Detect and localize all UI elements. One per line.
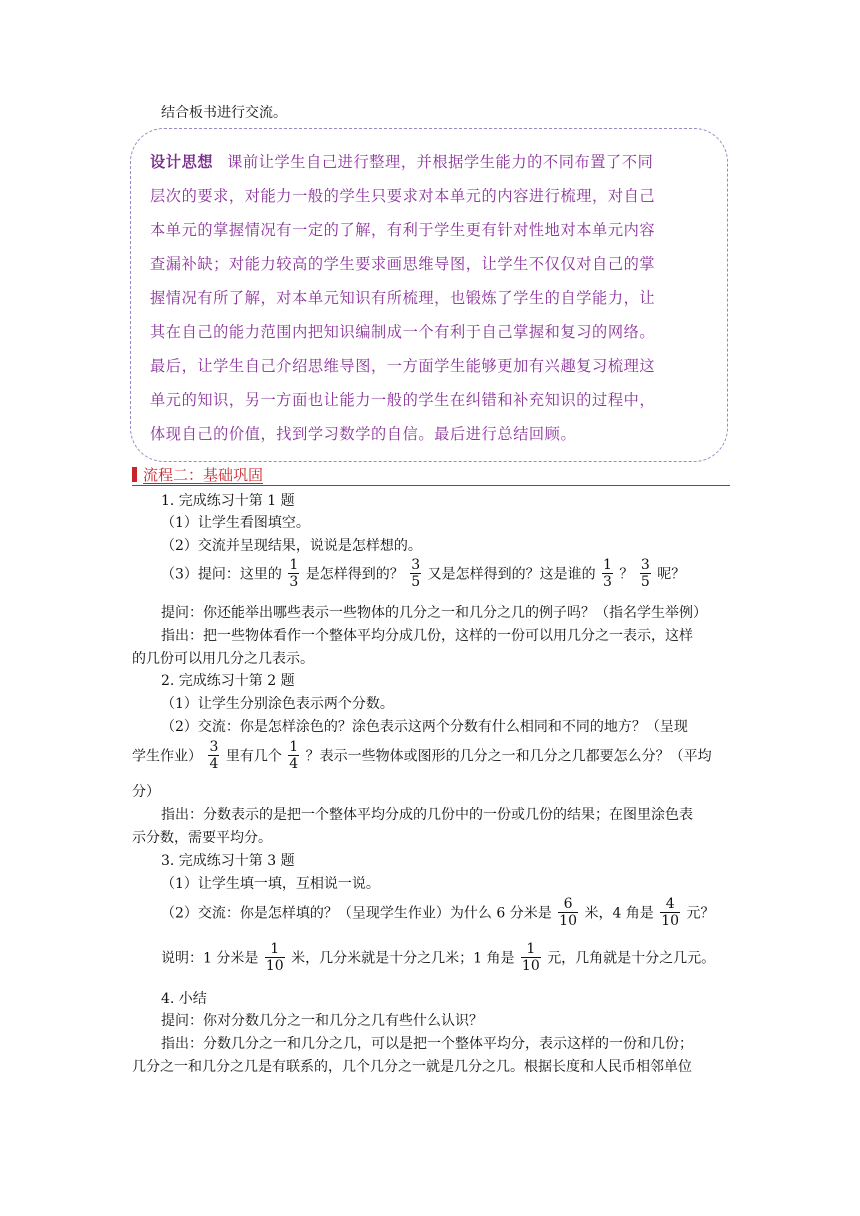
item-1-point-cont: 的几份可以用几分之几表示。 <box>132 651 314 667</box>
design-line-5: 握情况有所了解，对本单元知识有所梳理，也锻炼了学生的自学能力，让 <box>150 289 656 307</box>
design-line-6: 其在自己的能力范围内把知识编制成一个有利于自己掌握和复习的网络。 <box>150 323 656 341</box>
design-line-3: 本单元的掌握情况有一定的了解，有利于学生更有针对性地对本单元内容 <box>150 221 656 239</box>
item-2-step-1: （1）让学生分别涂色表示两个分数。 <box>161 696 394 712</box>
fraction: $\frac{1}{10}$ <box>265 941 284 974</box>
item-1-point: 指出：把一些物体看作一个整体平均分成几份，这样的一份可以用几分之一表示，这样 <box>161 628 693 644</box>
item-2-step-2: （2）交流：你是怎样涂色的？涂色表示这两个分数有什么相同和不同的地方？（呈现 <box>161 719 688 735</box>
fraction: $\frac{4}{10}$ <box>661 896 680 929</box>
item-4-point-cont: 几分之一和几分之几是有联系的，几个几分之一就是几分之几。根据长度和人民币相邻单位 <box>132 1059 692 1075</box>
fraction: $\frac{1}{4}$ <box>289 739 299 772</box>
section-marker <box>132 467 137 482</box>
intro-line: 结合板书进行交流。 <box>161 105 287 121</box>
design-title: 设计思想 <box>150 153 214 171</box>
fraction: $\frac{6}{10}$ <box>559 896 577 929</box>
item-4-title: 4. 小结 <box>161 991 207 1007</box>
item-2-point-cont: 示分数，需要平均分。 <box>132 830 272 846</box>
design-line-9: 体现自己的价值，找到学习数学的自信。最后进行总结回顾。 <box>150 425 577 443</box>
fraction: $\frac{3}{4}$ <box>209 739 219 772</box>
item-1-step-1: （1）让学生看图填空。 <box>161 515 310 531</box>
design-line-1: 设计思想 课前让学生自己进行整理，并根据学生能力的不同布置了不同 <box>150 153 654 171</box>
item-3-explanation: 说明：1 分米是 $\frac{1}{10}$ 米，几分米就是十分之几米；1 角是 $\frac{1}{10}$ 元，几角就是十分之几元。 <box>161 941 716 974</box>
fraction: $\frac{3}{5}$ <box>411 557 421 590</box>
item-3-step-2: （2）交流：你是怎样填的？（呈现学生作业）为什么 6 分米是 $\frac{6}{10}$ 米，4 角是 $\frac{4}{10}$ 元？ <box>161 896 715 929</box>
item-2-step-2-end: 分） <box>132 784 160 800</box>
item-4-point: 指出：分数几分之一和几分之几，可以是把一个整体平均分，表示这样的一份和几份； <box>161 1036 693 1052</box>
item-1-title: 1. 完成练习十第 1 题 <box>161 493 295 509</box>
design-line-7: 最后，让学生自己介绍思维导图，一方面学生能够更加有兴趣复习梳理这 <box>150 357 656 375</box>
item-2-title: 2. 完成练习十第 2 题 <box>161 673 295 689</box>
section-heading: 流程二：基础巩固 <box>132 466 263 484</box>
fraction: $\frac{1}{3}$ <box>289 557 299 590</box>
design-line-4: 查漏补缺；对能力较高的学生要求画思维导图，让学生不仅仅对自己的掌 <box>150 255 656 273</box>
fraction: $\frac{3}{5}$ <box>640 557 650 590</box>
item-1-question: 提问：你还能举出哪些表示一些物体的几分之一和几分之几的例子吗？（指名学生举例） <box>161 605 707 621</box>
item-3-step-1: （1）让学生填一填，互相说一说。 <box>161 876 380 892</box>
item-3-title: 3. 完成练习十第 3 题 <box>161 853 295 869</box>
item-4-question: 提问：你对分数几分之一和几分之几有些什么认识？ <box>161 1013 483 1029</box>
design-line-8: 单元的知识，另一方面也让能力一般的学生在纠错和补充知识的过程中， <box>150 391 656 409</box>
item-2-step-2-cont: 学生作业） $\frac{3}{4}$ 里有几个 $\frac{1}{4}$ ？表示一些物体或图形的几分之一和几分之几都要怎么分？（平均 <box>132 739 712 772</box>
fraction: $\frac{1}{10}$ <box>521 941 540 974</box>
item-2-point: 指出：分数表示的是把一个整体平均分成的几份中的一份或几份的结果；在图里涂色表 <box>161 807 693 823</box>
item-1-step-2: （2）交流并呈现结果，说说是怎样想的。 <box>161 538 422 554</box>
design-line-2: 层次的要求，对能力一般的学生只要求对本单元的内容进行梳理，对自己 <box>150 187 656 205</box>
section-rule <box>132 485 730 486</box>
fraction: $\frac{1}{3}$ <box>603 557 612 590</box>
item-1-step-3: （3）提问：这里的 $\frac{1}{3}$ 是怎样得到的？ $\frac{3}{5}$ 又是怎样得到的？这是谁的 $\frac{1}{3}$ ？ $\frac{3}{5}$ 呢？ <box>161 557 686 590</box>
